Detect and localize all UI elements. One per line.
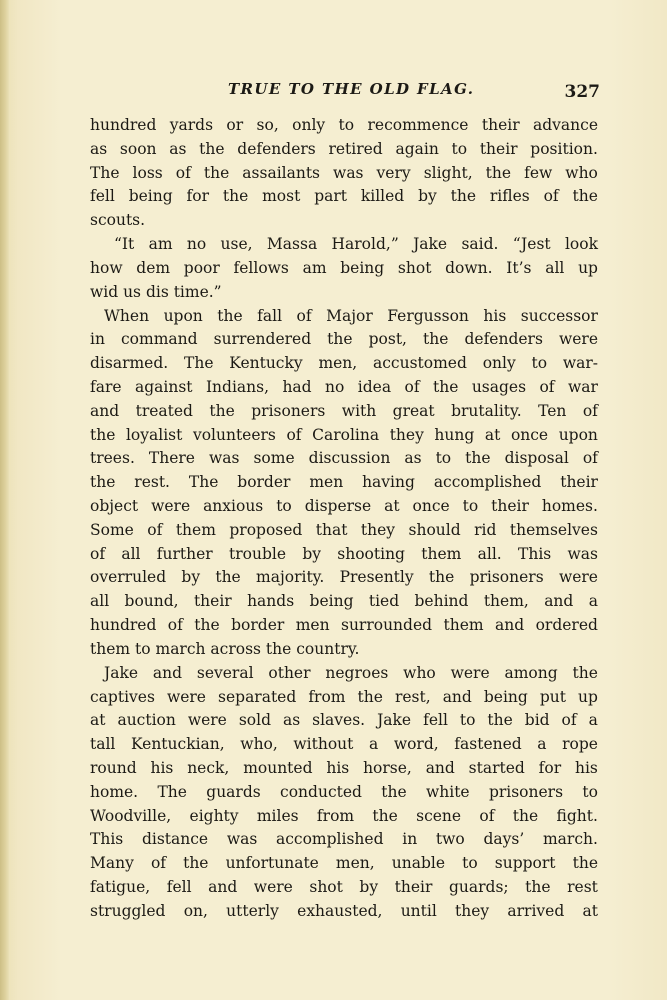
text-line: hundred yards or so, only to recommence their advance xyxy=(90,116,598,134)
text-line: home. The guards conducted the white prisoners to xyxy=(90,782,598,801)
text-line: all bound, their hands being tied behind them, and a xyxy=(90,592,598,611)
text-line: tall Kentuckian, who, without a word, fastened a rope xyxy=(90,735,598,754)
page-body-text xyxy=(90,114,598,924)
text-line: Some of them proposed that they should rid themselves xyxy=(90,520,598,539)
text-line: “It am no use, Massa Harold,” Jake said. “Jest look xyxy=(114,235,598,254)
text-line: captives were separated from the rest, and being put up xyxy=(90,687,598,706)
text-line: object were anxious to disperse at once to their homes. xyxy=(90,497,598,515)
text-line: of all further trouble by shooting them all. This was xyxy=(90,544,598,563)
text-line: fatigue, fell and were shot by their guards; the rest xyxy=(90,878,598,896)
text-line: fare against Indians, had no idea of the usages of war xyxy=(90,377,598,396)
page-binding-edge xyxy=(0,0,9,1000)
text-line: hundred of the border men surrounded them and ordered xyxy=(90,616,598,635)
page-number: 327 xyxy=(564,82,600,102)
text-line: Jake and several other negroes who were among the xyxy=(104,663,598,682)
text-line: Woodville, eighty miles from the scene of the fight. xyxy=(90,806,598,825)
text-line: them to march across the country. xyxy=(90,639,360,658)
text-line: scouts. xyxy=(90,211,146,230)
text-line: Many of the unfortunate men, unable to support the xyxy=(90,854,598,873)
text-line: trees. There was some discussion as to the disposal of xyxy=(90,449,598,468)
text-line: The loss of the assailants was very slight, the few who xyxy=(90,163,598,182)
text-line: round his neck, mounted his horse, and started for his xyxy=(90,758,598,777)
running-title: TRUE TO THE OLD FLAG. xyxy=(228,80,475,98)
text-line: the rest. The border men having accomplished their xyxy=(90,473,598,492)
text-line: and treated the prisoners with great brutality. Ten of xyxy=(90,401,598,420)
text-line: disarmed. The Kentucky men, accustomed only to war- xyxy=(90,354,598,373)
text-line: in command surrendered the post, the defenders were xyxy=(90,330,598,349)
text-line: at auction were sold as slaves. Jake fell to the bid of a xyxy=(90,711,598,730)
text-line: how dem poor fellows am being shot down. It’s all up xyxy=(90,258,598,277)
text-line: When upon the fall of Major Fergusson his successor xyxy=(104,306,598,325)
text-line: This distance was accomplished in two days’ march. xyxy=(90,830,598,849)
page-header xyxy=(88,80,600,104)
text-line: overruled by the majority. Presently the prisoners were xyxy=(90,568,598,587)
text-line: as soon as the defenders retired again to their position. xyxy=(90,139,598,158)
text-line: the loyalist volunteers of Carolina they hung at once upon xyxy=(90,425,598,444)
text-line: wid us dis time.” xyxy=(90,282,222,301)
text-line: struggled on, utterly exhausted, until they arrived at xyxy=(90,901,598,920)
text-line: fell being for the most part killed by the rifles of the xyxy=(90,187,598,206)
